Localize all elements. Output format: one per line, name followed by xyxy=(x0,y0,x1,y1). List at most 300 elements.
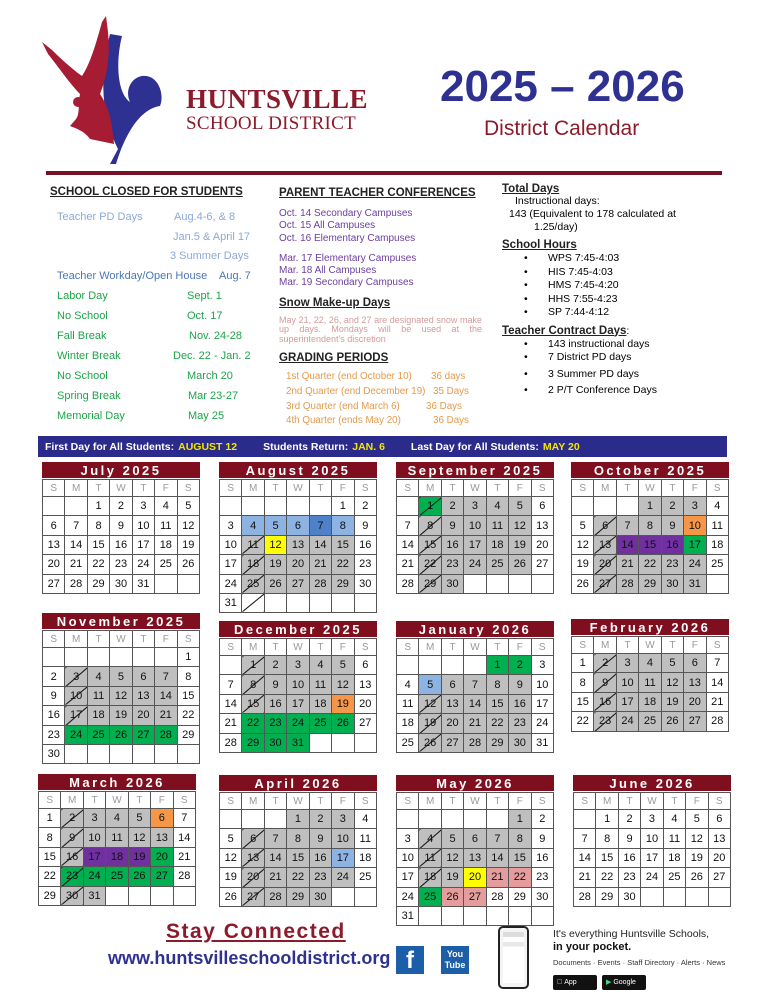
instructional-days-label: Instructional days: xyxy=(515,195,600,207)
day-cell: 5 xyxy=(110,667,132,686)
day-cell: 20 xyxy=(287,555,309,574)
day-cell: 16 xyxy=(309,848,331,867)
empty-cell xyxy=(309,497,331,516)
contract-item: • 2 P/T Conference Days xyxy=(524,384,732,398)
day-cell: 19 xyxy=(572,555,594,574)
empty-cell xyxy=(155,744,177,763)
day-cell: 11 xyxy=(242,535,264,554)
day-cell: 19 xyxy=(509,535,531,554)
day-cell: 4 xyxy=(486,497,508,516)
day-cell: 6 xyxy=(132,667,154,686)
day-cell: 28 xyxy=(155,725,177,744)
day-cell: 5 xyxy=(332,656,354,675)
day-cell: 17 xyxy=(287,694,309,713)
weekday-header: T xyxy=(132,480,154,497)
day-cell: 19 xyxy=(332,694,354,713)
empty-cell xyxy=(65,648,87,667)
weekday-header: W xyxy=(110,480,132,497)
day-cell: 6 xyxy=(708,810,730,829)
weekday-header: S xyxy=(177,631,199,648)
day-cell: 26 xyxy=(177,555,199,574)
day-cell: 25 xyxy=(242,574,264,593)
grading-days: 36 Days xyxy=(426,400,462,412)
day-cell: 2 xyxy=(618,810,640,829)
hours-item: • WPS 7:45-4:03 xyxy=(524,252,732,266)
closed-label: No School xyxy=(57,310,108,322)
weekday-header: M xyxy=(65,480,87,497)
day-cell: 24 xyxy=(132,555,154,574)
closed-date: Nov. 24-28 xyxy=(189,330,242,342)
day-cell: 20 xyxy=(43,555,65,574)
weekday-header: F xyxy=(332,480,354,497)
empty-cell xyxy=(531,574,553,593)
empty-cell xyxy=(354,733,376,752)
closed-label: Teacher PD Days xyxy=(57,211,143,223)
day-cell: 12 xyxy=(128,828,150,847)
day-cell: 6 xyxy=(441,675,463,694)
first-day-label: First Day for All Students: xyxy=(45,440,175,453)
empty-cell xyxy=(177,744,199,763)
day-cell: 18 xyxy=(106,847,128,866)
day-cell: 4 xyxy=(354,810,376,829)
day-cell: 31 xyxy=(531,733,553,752)
weekday-header: S xyxy=(574,793,596,810)
day-cell: 11 xyxy=(486,516,508,535)
day-cell: 5 xyxy=(177,497,199,516)
weekday-header: M xyxy=(242,480,264,497)
empty-cell xyxy=(332,593,354,612)
day-cell: 20 xyxy=(242,868,264,887)
day-cell: 19 xyxy=(128,847,150,866)
weekday-header: S xyxy=(354,480,376,497)
closed-label: Fall Break xyxy=(57,330,107,342)
empty-cell xyxy=(128,886,150,905)
day-cell: 21 xyxy=(706,692,728,711)
day-cell: 28 xyxy=(616,574,638,593)
section-heading: School Hours xyxy=(502,239,577,251)
day-cell: 7 xyxy=(155,667,177,686)
day-cell: 28 xyxy=(574,887,596,906)
youtube-icon[interactable] xyxy=(441,946,469,974)
day-cell: 6 xyxy=(594,516,616,535)
weekday-header: F xyxy=(509,793,531,810)
closed-label: Teacher Workday/Open House xyxy=(57,270,208,282)
month-title: June 2026 xyxy=(573,775,731,792)
day-cell: 15 xyxy=(509,848,531,867)
weekday-header: S xyxy=(354,639,376,656)
empty-cell xyxy=(441,656,463,675)
day-cell: 13 xyxy=(132,686,154,705)
app-store-badge[interactable] xyxy=(553,975,597,990)
empty-cell xyxy=(464,656,486,675)
key-dates-banner xyxy=(38,436,727,457)
day-cell: 21 xyxy=(155,706,177,725)
day-cell: 7 xyxy=(173,809,195,828)
day-cell: 27 xyxy=(708,868,730,887)
weekday-header: S xyxy=(173,792,195,809)
day-cell: 1 xyxy=(486,656,508,675)
day-cell: 24 xyxy=(397,887,419,906)
day-cell: 13 xyxy=(43,535,65,554)
app-tagline-bold: in your pocket. xyxy=(553,941,632,953)
day-cell: 1 xyxy=(639,497,661,516)
day-cell: 14 xyxy=(155,686,177,705)
empty-cell xyxy=(43,497,65,516)
day-cell: 26 xyxy=(220,887,242,906)
contract-item: • 3 Summer PD days xyxy=(524,368,732,382)
day-cell: 21 xyxy=(65,555,87,574)
day-cell: 12 xyxy=(264,535,286,554)
facebook-icon[interactable]: f xyxy=(396,946,424,974)
day-cell: 12 xyxy=(419,694,441,713)
weekday-header: S xyxy=(572,637,594,654)
day-cell: 29 xyxy=(639,574,661,593)
snow-makeup-text: May 21, 22, 26, and 27 are designated snow make up days. Mondays will be used at the superintendent's discretion xyxy=(279,314,482,344)
day-cell: 29 xyxy=(486,733,508,752)
grading-days: 36 Days xyxy=(433,415,469,427)
day-cell: 2 xyxy=(531,810,553,829)
day-cell: 13 xyxy=(531,516,553,535)
school-closed-section xyxy=(50,186,270,422)
day-cell: 26 xyxy=(661,712,683,731)
day-cell: 30 xyxy=(309,887,331,906)
day-cell: 30 xyxy=(441,574,463,593)
day-cell: 11 xyxy=(706,516,728,535)
weekday-header: S xyxy=(220,480,242,497)
day-cell: 15 xyxy=(486,694,508,713)
day-cell: 9 xyxy=(441,516,463,535)
day-cell: 31 xyxy=(220,593,242,612)
day-cell: 23 xyxy=(531,868,553,887)
empty-cell xyxy=(110,744,132,763)
day-cell: 19 xyxy=(661,692,683,711)
month-calendar xyxy=(571,619,729,732)
empty-cell xyxy=(151,886,173,905)
empty-cell xyxy=(397,497,419,516)
empty-cell xyxy=(531,906,553,925)
day-cell: 7 xyxy=(464,675,486,694)
day-cell: 9 xyxy=(594,673,616,692)
grading-days: 35 Days xyxy=(433,385,469,397)
day-cell: 3 xyxy=(83,809,105,828)
day-cell: 19 xyxy=(220,868,242,887)
day-cell: 31 xyxy=(287,733,309,752)
day-cell: 30 xyxy=(509,733,531,752)
apple-icon xyxy=(557,979,562,986)
grading-label: 4th Quarter (ends May 20) xyxy=(286,415,401,427)
day-cell: 11 xyxy=(397,694,419,713)
day-cell: 13 xyxy=(242,848,264,867)
google-play-label: Google Play xyxy=(606,979,636,1001)
day-cell: 21 xyxy=(486,868,508,887)
day-cell: 19 xyxy=(110,706,132,725)
month-calendar xyxy=(38,774,196,906)
day-cell: 7 xyxy=(486,829,508,848)
weekday-header: T xyxy=(264,793,286,810)
empty-cell xyxy=(509,906,531,925)
weekday-header: T xyxy=(264,639,286,656)
conference-item: Oct. 15 All Campuses xyxy=(279,220,376,232)
weekday-header: S xyxy=(397,639,419,656)
day-cell: 20 xyxy=(684,692,706,711)
day-cell: 25 xyxy=(639,712,661,731)
day-cell: 22 xyxy=(639,555,661,574)
weekday-header: M xyxy=(419,480,441,497)
day-cell: 8 xyxy=(39,828,61,847)
day-cell: 29 xyxy=(87,574,109,593)
month-title: October 2025 xyxy=(571,462,729,479)
day-cell: 10 xyxy=(83,828,105,847)
day-cell: 27 xyxy=(151,867,173,886)
day-cell: 9 xyxy=(110,516,132,535)
day-cell: 15 xyxy=(419,535,441,554)
conference-item: Mar. 18 All Campuses xyxy=(279,265,377,277)
closed-date: 3 Summer Days xyxy=(170,250,249,262)
day-cell: 20 xyxy=(151,847,173,866)
day-cell: 13 xyxy=(708,829,730,848)
empty-cell xyxy=(264,810,286,829)
weekday-header: F xyxy=(509,480,531,497)
month-calendar xyxy=(396,462,554,594)
day-cell: 27 xyxy=(531,555,553,574)
day-cell: 8 xyxy=(242,675,264,694)
weekday-header: F xyxy=(332,793,354,810)
day-cell: 14 xyxy=(173,828,195,847)
day-cell: 16 xyxy=(594,692,616,711)
month-title: August 2025 xyxy=(219,462,377,479)
day-cell: 23 xyxy=(110,555,132,574)
month-title: March 2026 xyxy=(38,774,196,791)
day-cell: 2 xyxy=(594,654,616,673)
youtube-text-bottom: Tube xyxy=(444,960,466,970)
empty-cell xyxy=(706,574,728,593)
day-cell: 10 xyxy=(641,829,663,848)
hours-item: • SP 7:44-4:12 xyxy=(524,306,732,320)
day-cell: 1 xyxy=(39,809,61,828)
day-cell: 12 xyxy=(509,516,531,535)
empty-cell xyxy=(332,887,354,906)
day-cell: 30 xyxy=(61,886,83,905)
day-cell: 24 xyxy=(220,574,242,593)
day-cell: 1 xyxy=(242,656,264,675)
day-cell: 2 xyxy=(509,656,531,675)
month-calendar xyxy=(219,775,377,907)
day-cell: 25 xyxy=(663,868,685,887)
weekday-header: F xyxy=(684,637,706,654)
day-cell: 21 xyxy=(616,555,638,574)
day-cell: 8 xyxy=(419,516,441,535)
empty-cell xyxy=(354,593,376,612)
phone-app-icon xyxy=(498,926,529,989)
day-cell: 17 xyxy=(220,555,242,574)
district-website-link[interactable]: www.huntsvilleschooldistrict.org xyxy=(108,948,391,968)
day-cell: 6 xyxy=(354,656,376,675)
weekday-header: T xyxy=(87,631,109,648)
day-cell: 15 xyxy=(242,694,264,713)
month-title: April 2026 xyxy=(219,775,377,792)
day-cell: 29 xyxy=(287,887,309,906)
day-cell: 6 xyxy=(151,809,173,828)
section-heading: GRADING PERIODS xyxy=(279,352,389,365)
day-cell: 26 xyxy=(509,555,531,574)
day-cell: 18 xyxy=(242,555,264,574)
day-cell: 20 xyxy=(132,706,154,725)
weekday-header: T xyxy=(616,637,638,654)
brand-subname: SCHOOL DISTRICT xyxy=(186,113,357,134)
page-title: 2025 – 2026 xyxy=(440,62,685,111)
day-cell: 7 xyxy=(264,829,286,848)
weekday-header: T xyxy=(264,480,286,497)
day-cell: 16 xyxy=(354,535,376,554)
day-cell: 21 xyxy=(220,714,242,733)
weekday-header: W xyxy=(639,480,661,497)
weekday-header: S xyxy=(220,793,242,810)
day-cell: 11 xyxy=(354,829,376,848)
day-cell: 14 xyxy=(706,673,728,692)
weekday-header: F xyxy=(509,639,531,656)
day-cell: 7 xyxy=(65,516,87,535)
empty-cell xyxy=(65,497,87,516)
return-label: Students Return: xyxy=(263,440,349,453)
brand-name: HUNTSVILLE xyxy=(186,84,369,114)
day-cell: 20 xyxy=(531,535,553,554)
day-cell: 15 xyxy=(177,686,199,705)
day-cell: 12 xyxy=(177,516,199,535)
conferences-section xyxy=(279,187,484,429)
day-cell: 17 xyxy=(684,535,706,554)
section-heading: SCHOOL CLOSED FOR STUDENTS xyxy=(50,186,243,198)
closed-date: May 25 xyxy=(188,410,225,422)
empty-cell xyxy=(87,744,109,763)
empty-cell xyxy=(708,887,730,906)
stay-connected-heading: Stay Connected xyxy=(166,920,346,943)
day-cell: 27 xyxy=(684,712,706,731)
day-cell: 15 xyxy=(39,847,61,866)
return-value: JAN. 6 xyxy=(352,440,385,453)
month-calendar xyxy=(571,462,729,594)
day-cell: 8 xyxy=(287,829,309,848)
day-cell: 14 xyxy=(486,848,508,867)
day-cell: 13 xyxy=(594,535,616,554)
day-cell: 7 xyxy=(706,654,728,673)
weekday-header: T xyxy=(309,793,331,810)
day-cell: 8 xyxy=(332,516,354,535)
day-cell: 31 xyxy=(684,574,706,593)
day-cell: 28 xyxy=(464,733,486,752)
day-cell: 6 xyxy=(684,654,706,673)
day-cell: 10 xyxy=(616,673,638,692)
day-cell: 30 xyxy=(264,733,286,752)
section-heading: PARENT TEACHER CONFERENCES xyxy=(279,187,476,199)
closed-label: Memorial Day xyxy=(57,410,125,422)
day-cell: 1 xyxy=(177,648,199,667)
empty-cell xyxy=(397,810,419,829)
day-cell: 27 xyxy=(242,887,264,906)
day-cell: 21 xyxy=(309,555,331,574)
day-cell: 8 xyxy=(596,829,618,848)
day-cell: 24 xyxy=(641,868,663,887)
month-calendar xyxy=(42,462,200,594)
day-cell: 23 xyxy=(618,868,640,887)
empty-cell xyxy=(155,574,177,593)
weekday-header: M xyxy=(419,793,441,810)
empty-cell xyxy=(641,887,663,906)
day-cell: 24 xyxy=(684,555,706,574)
weekday-header: F xyxy=(686,793,708,810)
empty-cell xyxy=(354,887,376,906)
day-cell: 29 xyxy=(177,725,199,744)
weekday-header: T xyxy=(661,637,683,654)
day-cell: 6 xyxy=(242,829,264,848)
day-cell: 16 xyxy=(509,694,531,713)
day-cell: 25 xyxy=(354,868,376,887)
day-cell: 23 xyxy=(509,714,531,733)
day-cell: 10 xyxy=(464,516,486,535)
month-title: May 2026 xyxy=(396,775,554,792)
day-cell: 16 xyxy=(441,535,463,554)
empty-cell xyxy=(464,574,486,593)
day-cell: 17 xyxy=(641,848,663,867)
weekday-header: T xyxy=(441,639,463,656)
totals-section: Total Days Instructional days: 143 (Equivalent to 178 calculated at 1.25/day) School Hours • WPS 7:45-4:03 • HIS 7:45-4:03 • HMS 7:45-4:20 • HHS 7:55-4:23 • SP 7:44-4:12 Teacher Contract Days: • 143 instructional days • 7 District PD days • 3 Summer PD days • 2 P/T Conference Days xyxy=(502,183,732,398)
day-cell: 27 xyxy=(132,725,154,744)
google-play-badge[interactable] xyxy=(602,975,646,1001)
day-cell: 27 xyxy=(441,733,463,752)
weekday-header: M xyxy=(65,631,87,648)
day-cell: 29 xyxy=(419,574,441,593)
day-cell: 4 xyxy=(419,829,441,848)
day-cell: 15 xyxy=(287,848,309,867)
day-cell: 6 xyxy=(464,829,486,848)
hours-item: • HHS 7:55-4:23 xyxy=(524,293,732,307)
day-cell: 18 xyxy=(309,694,331,713)
empty-cell xyxy=(309,593,331,612)
empty-cell xyxy=(309,733,331,752)
day-cell: 29 xyxy=(332,574,354,593)
empty-cell xyxy=(220,656,242,675)
conference-item: Oct. 16 Elementary Campuses xyxy=(279,232,416,244)
day-cell: 7 xyxy=(220,675,242,694)
day-cell: 12 xyxy=(220,848,242,867)
day-cell: 17 xyxy=(531,694,553,713)
day-cell: 24 xyxy=(464,555,486,574)
day-cell: 25 xyxy=(706,555,728,574)
weekday-header: M xyxy=(596,793,618,810)
closed-date: Jan.5 & April 17 xyxy=(173,231,251,243)
day-cell: 2 xyxy=(61,809,83,828)
day-cell: 2 xyxy=(441,497,463,516)
day-cell: 9 xyxy=(61,828,83,847)
day-cell: 5 xyxy=(441,829,463,848)
day-cell: 1 xyxy=(287,810,309,829)
month-title: December 2025 xyxy=(219,621,377,638)
day-cell: 24 xyxy=(83,867,105,886)
day-cell: 1 xyxy=(419,497,441,516)
day-cell: 23 xyxy=(61,867,83,886)
day-cell: 4 xyxy=(155,497,177,516)
day-cell: 29 xyxy=(596,887,618,906)
day-cell: 22 xyxy=(509,868,531,887)
day-cell: 28 xyxy=(220,733,242,752)
day-cell: 19 xyxy=(177,535,199,554)
weekday-header: W xyxy=(110,631,132,648)
day-cell: 25 xyxy=(309,714,331,733)
weekday-header: T xyxy=(441,480,463,497)
weekday-header: T xyxy=(128,792,150,809)
hours-item: • HIS 7:45-4:03 xyxy=(524,266,732,280)
empty-cell xyxy=(242,593,264,612)
month-title: September 2025 xyxy=(396,462,554,479)
